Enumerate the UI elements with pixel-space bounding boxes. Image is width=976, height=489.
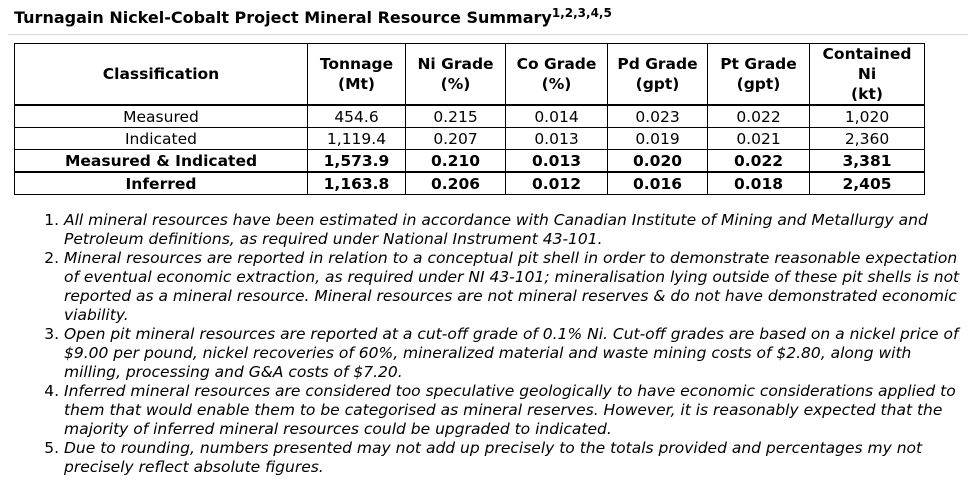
footnote-item: 1. All mineral resources have been estimated in accordance with Canadian Institute of Mining and Metallurgy and Petroleum definitions, as required under National Instrument 43-101. [64,211,964,249]
cell-pd-grade: 0.023 [608,105,708,128]
cell-tonnage: 1,573.9 [308,150,406,173]
cell-pd-grade: 0.016 [608,172,708,195]
cell-tonnage: 1,163.8 [308,172,406,195]
header-tonnage: Tonnage (Mt) [308,44,406,106]
title-footnote-refs: 1,2,3,4,5 [551,6,612,20]
cell-co-grade: 0.012 [506,172,608,195]
cell-classification: Inferred [15,172,308,195]
header-contained-ni: Contained Ni (kt) [810,44,925,106]
header-pt-grade: Pt Grade (gpt) [708,44,810,106]
cell-ni-grade: 0.206 [406,172,506,195]
cell-ni-grade: 0.215 [406,105,506,128]
cell-contained-ni: 3,381 [810,150,925,173]
footnote-item: 4. Inferred mineral resources are considered too speculative geologically to have economic considerations applied to them that would enable them to be categorised as mineral reserves. However, it is reasonably expected that the majority of inferred mineral resources could be upgraded to indicated. [64,382,964,439]
cell-co-grade: 0.014 [506,105,608,128]
footnotes-list [40,211,964,477]
cell-pt-grade: 0.022 [708,150,810,173]
footnote-item: 3. Open pit mineral resources are reported at a cut-off grade of 0.1% Ni. Cut-off grades are based on a nickel price of $9.00 per pound, nickel recoveries of 60%, mineralized material and waste mining costs of $2.80, along with milling, processing and G&A costs of $7.20. [64,325,964,382]
cell-ni-grade: 0.207 [406,128,506,150]
table-row-indicated [15,128,925,150]
table-row-measured-indicated [15,150,925,173]
title-text: Turnagain Nickel-Cobalt Project Mineral Resource Summary [14,8,552,27]
table-row-measured [15,105,925,128]
header-ni-grade: Ni Grade (%) [406,44,506,106]
header-pd-grade: Pd Grade (gpt) [608,44,708,106]
cell-co-grade: 0.013 [506,150,608,173]
cell-pd-grade: 0.019 [608,128,708,150]
table-row-inferred [15,172,925,195]
cell-contained-ni: 1,020 [810,105,925,128]
cell-classification: Measured [15,105,308,128]
cell-co-grade: 0.013 [506,128,608,150]
cell-pt-grade: 0.018 [708,172,810,195]
table-header-row [15,44,925,106]
cell-classification: Indicated [15,128,308,150]
cell-pd-grade: 0.020 [608,150,708,173]
cell-tonnage: 454.6 [308,105,406,128]
cell-pt-grade: 0.022 [708,105,810,128]
page-title [14,6,612,27]
cell-tonnage: 1,119.4 [308,128,406,150]
cell-ni-grade: 0.210 [406,150,506,173]
title-divider [8,34,968,35]
cell-contained-ni: 2,360 [810,128,925,150]
footnote-item: 5. Due to rounding, numbers presented may not add up precisely to the totals provided and percentages my not precisely reflect absolute figures. [64,439,964,477]
header-co-grade: Co Grade (%) [506,44,608,106]
cell-contained-ni: 2,405 [810,172,925,195]
resource-table [14,43,925,195]
footnote-item: 2. Mineral resources are reported in relation to a conceptual pit shell in order to demonstrate reasonable expectation of eventual economic extraction, as required under NI 43-101; mineralisation lying outside of these pit shells is not reported as a mineral resource. Mineral resources are not mineral reserves & do not have demonstrated economic viability. [64,249,964,325]
cell-pt-grade: 0.021 [708,128,810,150]
header-classification: Classification [15,44,308,106]
cell-classification: Measured & Indicated [15,150,308,173]
